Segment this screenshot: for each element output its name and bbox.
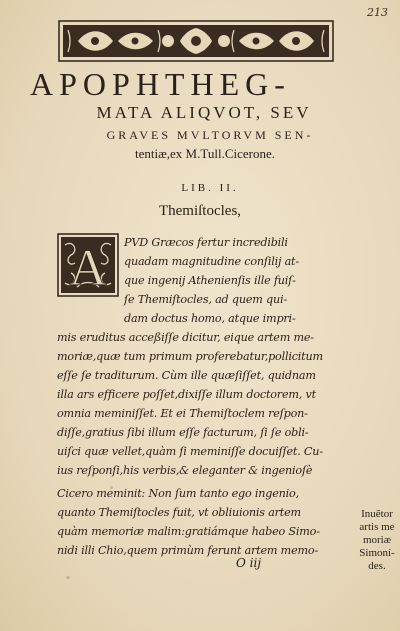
- margin-note-line: des.: [368, 560, 386, 572]
- ink-spot: [66, 576, 70, 579]
- body-line: que ingenij Athenienſis ille fuiſ-: [124, 274, 296, 287]
- body-line: quadam magnitudine conſilij at-: [124, 255, 299, 268]
- page-number: 213: [367, 6, 388, 19]
- body-line: moriæ,quæ tum primum proferebatur,pollicitum: [57, 350, 323, 363]
- body-line: ſe Themiſtocles, ad quem qui-: [124, 293, 287, 306]
- body-line: quàm memoriæ malim:gratiámque habeo Simo-: [57, 525, 320, 538]
- body-line: quanto Themiſtocles fuit, vt obliuionis artem: [57, 506, 301, 519]
- body-line: illa ars efficere poſſet,dixiſſe illum doctorem, vt: [57, 388, 316, 401]
- title-line-1: APOPHTHEG-: [30, 66, 291, 102]
- body-line: ius reſponſi,his verbis,& eleganter & ingenioſè: [57, 464, 313, 477]
- title-line-2: MATA ALIQVOT, SEV: [96, 103, 312, 122]
- title-line-4: tentiæ,ex M.Tull.Cicerone.: [135, 146, 275, 161]
- body-line: nidi illi Chio,quem primùm ferunt artem memo-: [57, 544, 319, 557]
- drop-cap-letter: A: [69, 240, 107, 297]
- body-line: uiſci quæ vellet,quàm ſi meminiſſe docuiſſet. Cu-: [57, 445, 323, 458]
- margin-note-line: moriæ: [362, 534, 392, 546]
- title-line-3: GRAVES MVLTORVM SEN-: [106, 128, 314, 142]
- body-line: mis eruditus acceßiſſe dicitur, eique artem me-: [57, 331, 314, 344]
- signature-mark: O iij: [236, 556, 262, 570]
- margin-note-line: artis me: [359, 521, 395, 533]
- chapter-title: Themiſtocles,: [158, 203, 242, 219]
- body-line: Cicero meminit: Non ſum tanto ego ingenio,: [57, 487, 299, 500]
- decorated-initial: [57, 233, 119, 297]
- margin-note-line: Inuẽtor: [361, 508, 393, 520]
- book-label: LIB. II.: [181, 182, 239, 194]
- body-line: diſſe,gratius ſibi illum eſſe facturum, ſi ſe obli-: [57, 426, 309, 439]
- body-line: eſſe ſe traditurum. Cùm ille quæſiſſet, quidnam: [57, 369, 316, 382]
- body-line: PVD Græcos fertur incredibili: [124, 236, 288, 249]
- margin-note-line: Simoní-: [359, 547, 395, 559]
- floral-header-ornament: [58, 20, 334, 62]
- ink-spot: [110, 486, 113, 489]
- body-line: omnia meminiſſet. Et ei Themiſtoclem reſpon-: [57, 407, 308, 420]
- body-line: dam doctus homo, atque impri-: [124, 312, 296, 325]
- margin-note: [355, 508, 399, 573]
